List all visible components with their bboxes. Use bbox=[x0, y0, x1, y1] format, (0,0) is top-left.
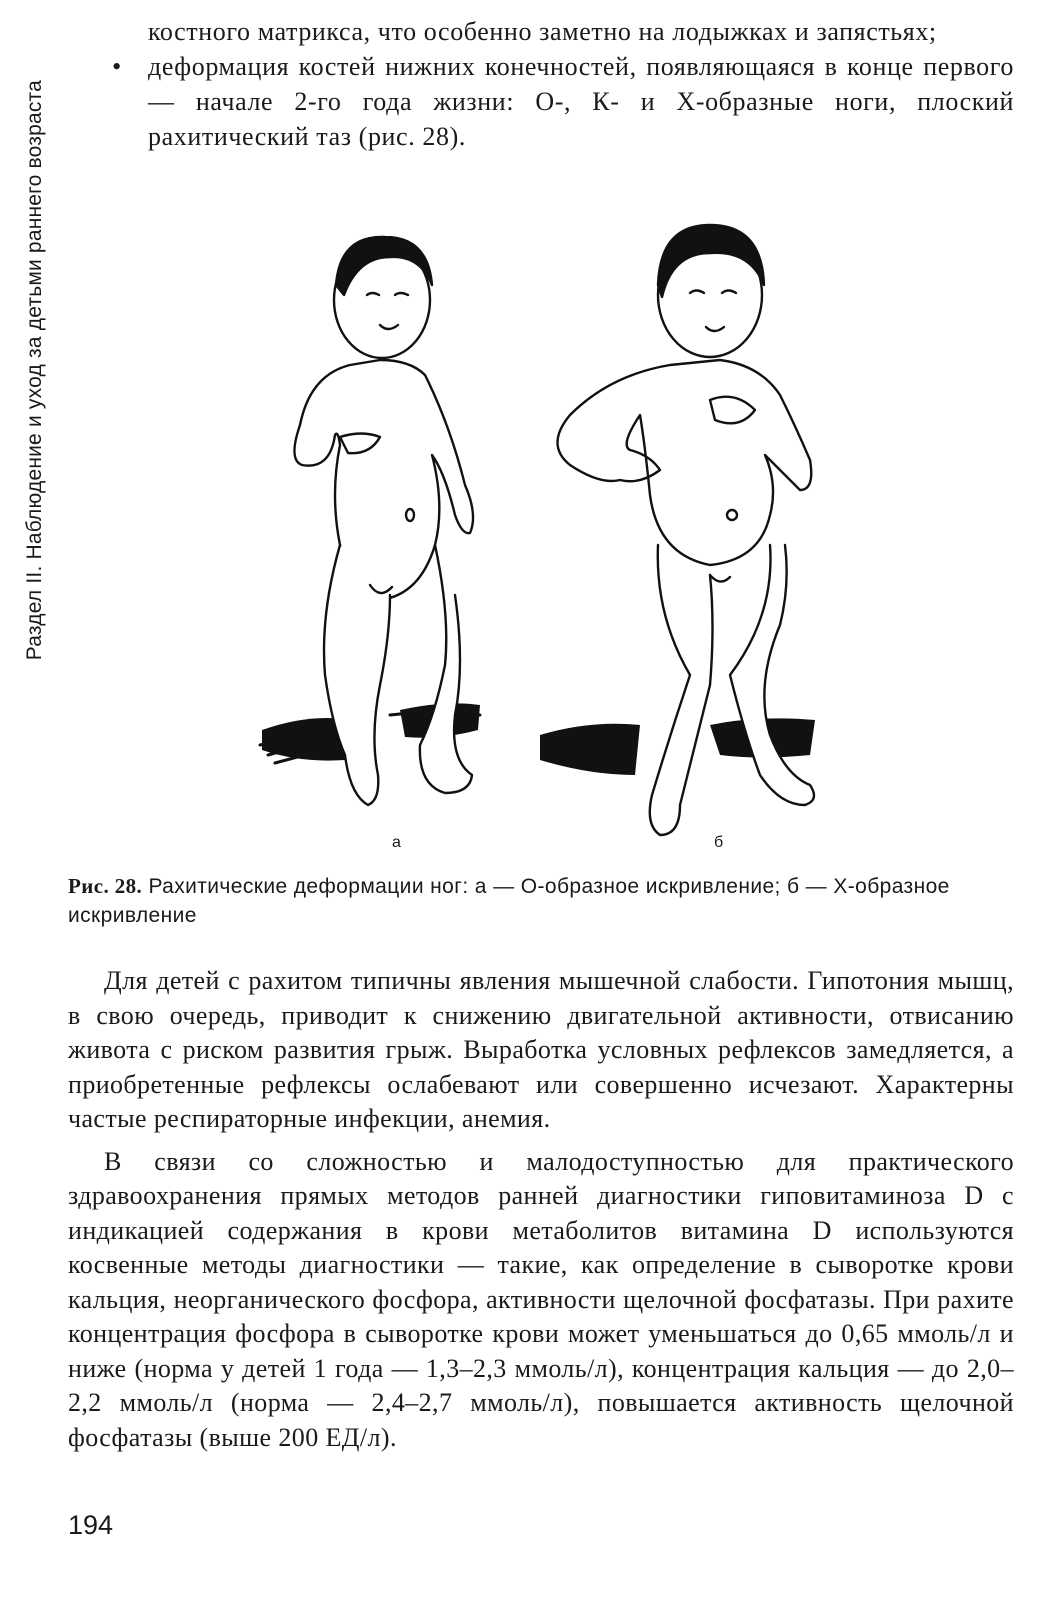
body-paragraph-2: В связи со сложностью и малодоступностью для практического здравоохранения прямых методов ранней диагностики гиповитаминоза D с индикацией содержания в крови метаболитов витамина D используются косвенные методы диагностики — такие, как определение в сыворотке крови кальция, неорганического фосфора, активности щелочной фосфатазы. При рахите концентрация фосфора в сыворотке крови может уменьшаться до 0,65 ммоль/л и ниже (норма у детей 1 года — 1,3–2,3 ммоль/л), концентрация кальция — до 2,0–2,2 ммоль/л (норма — 2,4–2,7 ммоль/л), повышается активность щелочной фосфатазы (выше 200 ЕД/л). bbox=[68, 1146, 1014, 1452]
body-text-block bbox=[68, 964, 1014, 1463]
top-text-block bbox=[102, 14, 1014, 154]
bullet-item bbox=[112, 49, 1014, 154]
running-head-text: Раздел II. Наблюдение и уход за детьми раннего возраста bbox=[23, 79, 46, 661]
caption-number: Рис. 28. bbox=[68, 874, 143, 898]
bullet-text: деформация костей нижних конечностей, появляющаяся в конце первого — начале 2-го года жизни: О-, К- и Х-образные ноги, плоский рахитический таз (рис. 28). bbox=[148, 52, 1014, 151]
figure-illustration bbox=[240, 215, 840, 865]
child-b-figure bbox=[540, 225, 815, 835]
figure-label-b: б bbox=[714, 834, 724, 851]
running-head bbox=[18, 10, 52, 730]
continuation-paragraph: костного матрикса, что особенно заметно на лодыжках и запястьях; bbox=[148, 17, 937, 46]
page-number: 194 bbox=[68, 1510, 114, 1540]
figure-caption bbox=[68, 872, 1014, 930]
child-a-figure bbox=[260, 237, 480, 805]
figure-label-a: а bbox=[392, 834, 401, 851]
body-paragraph-1: Для детей с рахитом типичны явления мышечной слабости. Гипотония мышц, в свою очередь, приводит к снижению двигательной активности, отвисанию живота с риском развития грыж. Выработка условных рефлексов замедляется, а приобретенные рефлексы ослабевают или совершенно исчезают. Характерны частые респираторные инфекции, анемия. bbox=[68, 966, 1014, 1133]
caption-text: Рахитические деформации ног: а — О-образное искривление; б — Х-образное искривление bbox=[68, 875, 950, 927]
rickets-legs-illustration bbox=[240, 215, 840, 865]
bullet-icon: • bbox=[112, 52, 122, 81]
